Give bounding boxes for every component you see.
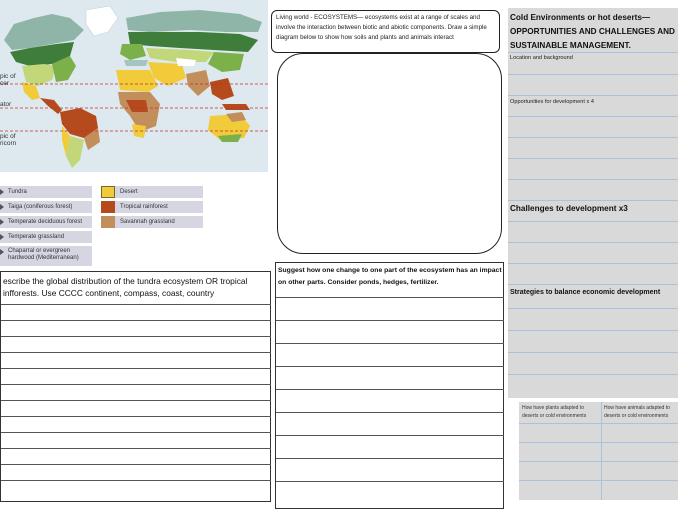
table-column-divider bbox=[601, 402, 602, 500]
central-america bbox=[40, 98, 62, 114]
mediterranean bbox=[124, 60, 148, 66]
answer-line bbox=[276, 481, 504, 482]
panel-divider bbox=[508, 95, 678, 96]
strategies-heading: Strategies to balance economic development bbox=[510, 289, 661, 296]
table-row-divider bbox=[519, 461, 678, 462]
tropic-of-capricorn-label: pic of ricorn bbox=[0, 133, 17, 147]
tropic-of-cancer-label: pic of cer bbox=[0, 73, 16, 87]
answer-line bbox=[276, 412, 504, 413]
panel-divider bbox=[508, 330, 678, 331]
legend-item-savannah: Savannah grassland bbox=[101, 216, 203, 228]
panel-divider bbox=[508, 221, 678, 222]
south-asia bbox=[186, 70, 210, 96]
arrow-icon bbox=[0, 219, 4, 225]
table-row-divider bbox=[519, 442, 678, 443]
adaptation-table[interactable] bbox=[519, 402, 678, 500]
panel-divider bbox=[508, 52, 678, 53]
answer-line bbox=[1, 416, 271, 417]
plants-adapted-header: How have plants adapted to deserts or cold environments bbox=[522, 405, 587, 419]
europe-deciduous bbox=[120, 44, 146, 60]
panel-divider bbox=[508, 242, 678, 243]
answer-line bbox=[1, 448, 271, 449]
legend-item-deciduous: Temperate deciduous forest bbox=[0, 216, 92, 228]
answer-line bbox=[1, 400, 271, 401]
panel-divider bbox=[508, 263, 678, 264]
legend-item-rainforest: Tropical rainforest bbox=[101, 201, 203, 213]
north-america-grassland bbox=[22, 64, 56, 86]
answer-line bbox=[276, 389, 504, 390]
equator-label: ator bbox=[0, 101, 12, 108]
answer-line bbox=[276, 320, 504, 321]
biome-map-svg bbox=[0, 0, 268, 172]
arrow-icon bbox=[0, 249, 4, 255]
panel-divider bbox=[508, 200, 678, 201]
greenland bbox=[86, 6, 118, 36]
challenges-heading: Challenges to development x3 bbox=[510, 204, 628, 213]
legend-item-desert: Desert bbox=[101, 186, 203, 198]
answer-line bbox=[1, 464, 271, 465]
animals-adapted-header: How have animals adapted to deserts or cold environments bbox=[604, 405, 670, 419]
panel-divider bbox=[508, 179, 678, 180]
ecosystems-intro-box bbox=[271, 10, 500, 53]
diagram-drawing-area[interactable] bbox=[277, 53, 502, 254]
answer-line bbox=[1, 352, 271, 353]
answer-line bbox=[1, 336, 271, 337]
africa-desert bbox=[116, 70, 158, 92]
opportunities-label: Opportunities for development x 4 bbox=[510, 99, 594, 105]
location-label: Location and background bbox=[510, 55, 573, 61]
table-row-divider bbox=[519, 423, 678, 424]
panel-divider bbox=[508, 158, 678, 159]
desert-swatch bbox=[101, 186, 115, 198]
cold-environments-panel[interactable] bbox=[508, 8, 678, 398]
panel-divider bbox=[508, 74, 678, 75]
panel-divider bbox=[508, 374, 678, 375]
answer-line bbox=[1, 368, 271, 369]
panel-divider bbox=[508, 308, 678, 309]
africa-south-desert bbox=[132, 124, 146, 138]
answer-line bbox=[276, 435, 504, 436]
world-biome-map bbox=[0, 0, 268, 172]
arrow-icon bbox=[0, 204, 4, 210]
describe-task-text: escribe the global distribution of the tundra ecosystem OR tropical infforests. Use CCCC continent, compass, coast, country bbox=[3, 276, 248, 298]
describe-distribution-box[interactable] bbox=[0, 271, 271, 502]
arrow-icon bbox=[0, 234, 4, 240]
southeast-asia-rainforest bbox=[210, 78, 234, 100]
legend-item-taiga: Taiga (coniferous forest) bbox=[0, 201, 92, 213]
answer-line bbox=[1, 304, 271, 305]
answer-line bbox=[276, 297, 504, 298]
indonesia bbox=[222, 104, 250, 110]
rainforest-swatch bbox=[101, 201, 115, 213]
answer-line bbox=[1, 384, 271, 385]
panel-title: Cold Environments or hot deserts— OPPORTUNITIES AND CHALLENGES AND SUSTAINABLE MANAGEMENT. bbox=[510, 13, 675, 50]
answer-line bbox=[276, 343, 504, 344]
panel-divider bbox=[508, 137, 678, 138]
legend-item-grassland: Temperate grassland bbox=[0, 231, 92, 243]
savannah-swatch bbox=[101, 216, 115, 228]
table-row-divider bbox=[519, 480, 678, 481]
arrow-icon bbox=[0, 189, 4, 195]
answer-line bbox=[1, 480, 271, 481]
suggest-task-text: Suggest how one change to one part of the ecosystem has an impact on other parts. Consider ponds, hedges, fertilizer. bbox=[278, 267, 502, 286]
legend-item-chaparral: Chaparral or evergreen hardwood (Mediterranean) bbox=[0, 246, 92, 266]
answer-line bbox=[1, 432, 271, 433]
legend-item-tundra: Tundra bbox=[0, 186, 92, 198]
eurasia-tundra bbox=[126, 10, 262, 32]
panel-divider bbox=[508, 284, 678, 285]
panel-divider bbox=[508, 352, 678, 353]
east-asia-deciduous bbox=[208, 52, 244, 72]
ecosystems-intro-text: Living world - ECOSYSTEMS— ecosystems exist at a range of scales and involve the interaction between biotic and abiotic components. Draw a simple diagram below to show how soils and plants and animals interact bbox=[276, 14, 487, 41]
answer-line bbox=[276, 366, 504, 367]
suggest-change-box[interactable] bbox=[275, 262, 504, 509]
answer-line bbox=[1, 320, 271, 321]
panel-divider bbox=[508, 116, 678, 117]
answer-line bbox=[276, 458, 504, 459]
